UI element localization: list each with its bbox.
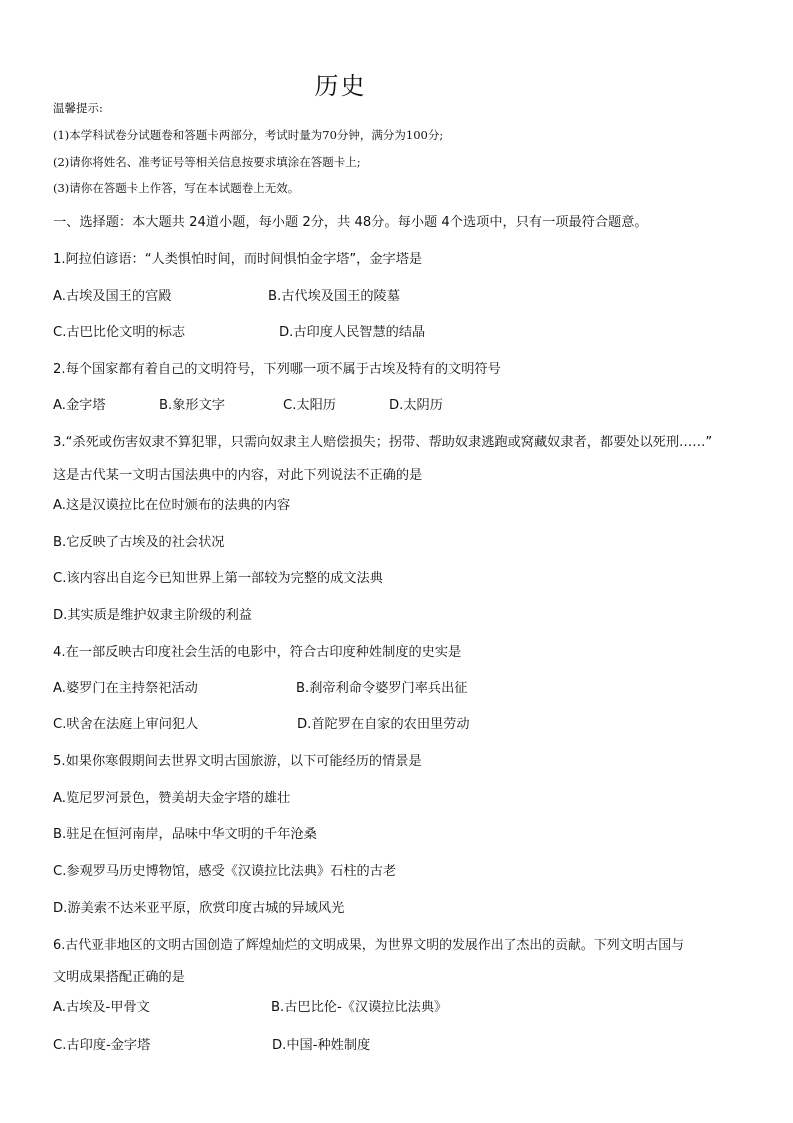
- question-6-stem-line-2: 文明成果搭配正确的是: [53, 970, 185, 985]
- question-2-stem: 2.每个国家都有着自己的文明符号，下列哪一项不属于古埃及特有的文明符号: [53, 362, 501, 377]
- tips-heading: 温馨提示:: [53, 101, 103, 115]
- question-1-option-b[interactable]: B.古代埃及国王的陵墓: [268, 289, 400, 304]
- question-3-option-a[interactable]: A.这是汉谟拉比在位时颁布的法典的内容: [53, 498, 291, 513]
- question-4-option-a[interactable]: A.婆罗门在主持祭祀活动: [53, 681, 198, 696]
- question-2-option-a[interactable]: A.金字塔: [53, 398, 106, 413]
- question-5-option-a[interactable]: A.览尼罗河景色，赞美胡夫金字塔的雄壮: [53, 791, 291, 806]
- question-5-option-b[interactable]: B.驻足在恒河南岸，品味中华文明的千年沧桑: [53, 827, 317, 842]
- tip-item-2: (2)请你将姓名、准考证号等相关信息按要求填涂在答题卡上;: [53, 155, 361, 169]
- question-3-option-b[interactable]: B.它反映了古埃及的社会状况: [53, 535, 225, 550]
- question-3-option-c[interactable]: C.该内容出自迄今已知世界上第一部较为完整的成文法典: [53, 571, 383, 586]
- question-5-option-c[interactable]: C.参观罗马历史博物馆，感受《汉谟拉比法典》石柱的古老: [53, 864, 397, 879]
- question-4-option-b[interactable]: B.刹帝利命令婆罗门率兵出征: [296, 681, 468, 696]
- question-6-option-b[interactable]: B.古巴比伦-《汉谟拉比法典》: [271, 1000, 448, 1015]
- question-5-option-d[interactable]: D.游美索不达米亚平原，欣赏印度古城的异域风光: [53, 901, 345, 916]
- page-title: 历史: [314, 72, 367, 100]
- tip-item-1: (1)本学科试卷分试题卷和答题卡两部分，考试时量为70分钟，满分为100分;: [53, 128, 444, 142]
- question-4-option-c[interactable]: C.吠舍在法庭上审问犯人: [53, 717, 199, 732]
- question-1-stem: 1.阿拉伯谚语：“人类惧怕时间，而时间惧怕金字塔”，金字塔是: [53, 252, 423, 267]
- question-1-option-d[interactable]: D.古印度人民智慧的结晶: [279, 325, 426, 340]
- tip-item-3: (3)请你在答题卡上作答，写在本试题卷上无效。: [53, 181, 300, 195]
- question-6-option-c[interactable]: C.古印度-金字塔: [53, 1038, 151, 1053]
- question-4-option-d[interactable]: D.首陀罗在自家的农田里劳动: [297, 717, 470, 732]
- question-2-option-d[interactable]: D.太阴历: [389, 398, 443, 413]
- question-6-stem-line-1: 6.古代亚非地区的文明古国创造了辉煌灿烂的文明成果，为世界文明的发展作出了杰出的贡献。下列文明古国与: [53, 938, 685, 953]
- question-3-stem-line-2: 这是古代某一文明古国法典中的内容，对此下列说法不正确的是: [53, 468, 423, 483]
- question-4-stem: 4.在一部反映古印度社会生活的电影中，符合古印度种姓制度的史实是: [53, 645, 462, 660]
- question-1-option-a[interactable]: A.古埃及国王的宫殿: [53, 289, 172, 304]
- question-1-option-c[interactable]: C.古巴比伦文明的标志: [53, 325, 186, 340]
- question-3-stem-line-1: 3.“杀死或伤害奴隶不算犯罪，只需向奴隶主人赔偿损失；拐带、帮助奴隶逃跑或窝藏奴隶者，都要处以死刑……”: [53, 435, 713, 450]
- question-6-option-d[interactable]: D.中国-种姓制度: [272, 1038, 371, 1053]
- question-5-stem: 5.如果你寒假期间去世界文明古国旅游，以下可能经历的情景是: [53, 754, 422, 769]
- section-heading: 一、选择题：本大题共 24道小题，每小题 2分，共 48分。每小题 4个选项中，只有一项最符合题意。: [53, 215, 648, 230]
- question-2-option-c[interactable]: C.太阳历: [283, 398, 336, 413]
- question-2-option-b[interactable]: B.象形文字: [159, 398, 225, 413]
- question-6-option-a[interactable]: A.古埃及-甲骨文: [53, 1000, 150, 1015]
- question-3-option-d[interactable]: D.其实质是维护奴隶主阶级的利益: [53, 608, 252, 623]
